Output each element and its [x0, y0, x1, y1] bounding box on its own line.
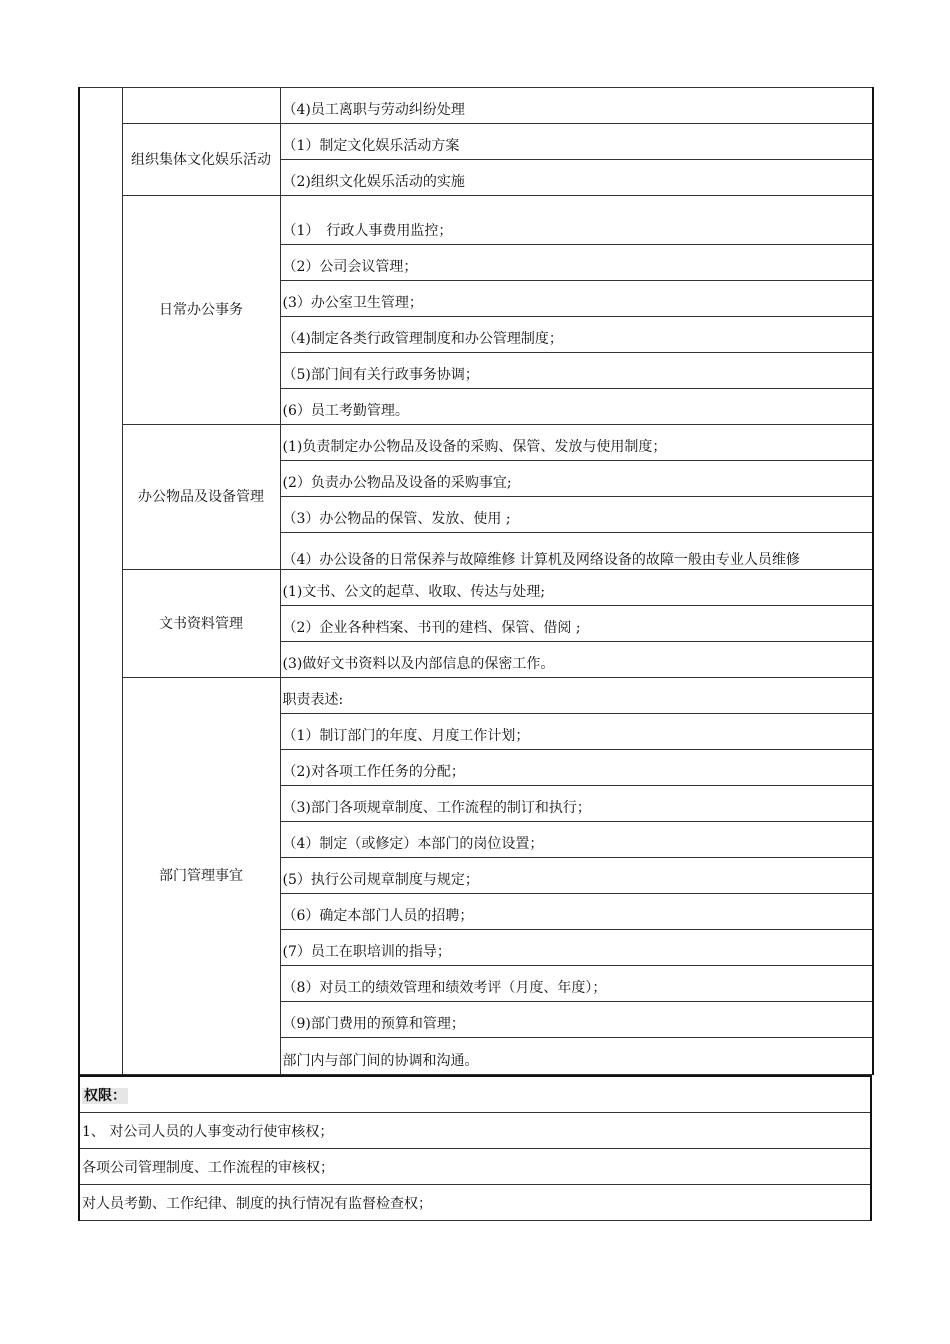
category-cell: 日常办公事务: [122, 196, 280, 425]
authority-row: [79, 1185, 871, 1221]
table-row: [79, 570, 873, 606]
duty-item: 部门内与部门间的协调和沟通。: [280, 1038, 873, 1075]
duty-item: (1)负责制定办公物品及设备的采购、保管、发放与使用制度；: [280, 425, 873, 461]
category-cell: 办公物品及设备管理: [122, 425, 280, 570]
category-cell: 组织集体文化娱乐活动: [122, 124, 280, 196]
authority-item: 对人员考勤、工作纪律、制度的执行情况有监督检查权；: [79, 1185, 871, 1221]
duty-item: (3）办公室卫生管理；: [280, 281, 873, 317]
table-row: [79, 88, 873, 124]
duty-item: （2）企业各种档案、书刊的建档、保管、借阅 ;: [280, 606, 873, 642]
category-cell: 部门管理事宜: [122, 678, 280, 1075]
duty-item: (6）员工考勤管理。: [280, 389, 873, 425]
duty-item: （4)制定各类行政管理制度和办公管理制度；: [280, 317, 873, 353]
duty-item: （1）制订部门的年度、月度工作计划；: [280, 714, 873, 750]
table-row: [79, 425, 873, 461]
duty-item: (1)文书、公文的起草、收取、传达与处理;: [280, 570, 873, 606]
responsibility-table-body: [79, 88, 873, 1075]
authority-heading-row: [79, 1076, 871, 1113]
duty-item: （6）确定本部门人员的招聘；: [280, 894, 873, 930]
duty-item: （1） 行政人事费用监控；: [280, 196, 873, 245]
duty-item: 职责表述:: [280, 678, 873, 714]
duty-item: （3)部门各项规章制度、工作流程的制订和执行；: [280, 786, 873, 822]
category-cell: 文书资料管理: [122, 570, 280, 678]
duty-item: （4）办公设备的日常保养与故障维修 计算机及网络设备的故障一般由专业人员维修: [280, 533, 873, 570]
authority-item: 1、 对公司人员的人事变动行使审核权；: [79, 1113, 871, 1149]
duty-item: （3）办公物品的保管、发放、使用 ;: [280, 497, 873, 533]
duty-item: （9)部门费用的预算和管理；: [280, 1002, 873, 1038]
authority-row: [79, 1113, 871, 1149]
duty-item: （2)组织文化娱乐活动的实施: [280, 160, 873, 196]
duty-item: (3)做好文书资料以及内部信息的保密工作。: [280, 642, 873, 678]
authority-table: [78, 1075, 872, 1221]
duty-item: （1）制定文化娱乐活动方案: [280, 124, 873, 160]
left-margin-cell: [79, 88, 122, 1075]
document-sheet: [78, 87, 872, 1221]
authority-item: 各项公司管理制度、工作流程的审核权；: [79, 1149, 871, 1185]
authority-row: [79, 1149, 871, 1185]
authority-heading: 权限：: [84, 1087, 126, 1104]
duty-item: （2）公司会议管理；: [280, 245, 873, 281]
duty-item: (7）员工在职培训的指导；: [280, 930, 873, 966]
duty-item: （4)员工离职与劳动纠纷处理: [280, 88, 873, 124]
duty-item: (2）负责办公物品及设备的采购事宜;: [280, 461, 873, 497]
responsibility-table: [78, 87, 874, 1075]
duty-item: （8）对员工的绩效管理和绩效考评（月度、年度）；: [280, 966, 873, 1002]
duty-item: (5）执行公司规章制度与规定；: [280, 858, 873, 894]
table-row: [79, 196, 873, 245]
table-row: [79, 678, 873, 714]
duty-item: （4）制定（或修定）本部门的岗位设置；: [280, 822, 873, 858]
duty-item: （2)对各项工作任务的分配；: [280, 750, 873, 786]
category-cell: [122, 88, 280, 124]
duty-item: （5)部门间有关行政事务协调；: [280, 353, 873, 389]
table-row: [79, 124, 873, 160]
